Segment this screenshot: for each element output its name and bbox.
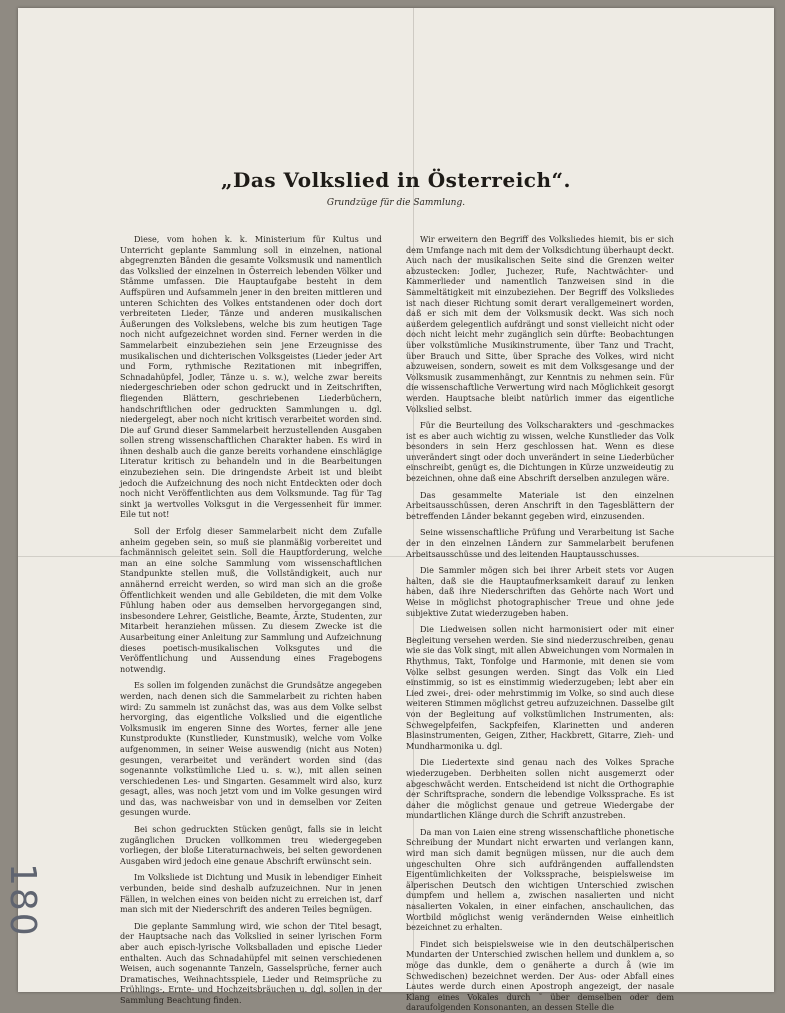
left-text-column (120, 234, 382, 1005)
handwritten-page-number: 180 (2, 863, 43, 938)
paragraph: Da man von Laien eine streng wissenschaftliche phonetische Schreibung der Mundart nicht erwarten und verlangen kann, wird man sich damit begnügen müssen, nur die auch dem ungeschulten Ohre sich aufdrängenden auffallendsten Eigentümlichkeiten der Volkssprache, beispielsweise im älperischen Deutsch den wichtigen Unterschied zwischen dumpfem und hellem a, zwischen nasalierten und nicht nasalierten Vokalen, in einer einfachen, anschaulichen, das Wortbild möglichst wenig verändernden Weise einheitlich bezeichnet zu erhalten. (406, 826, 674, 933)
paragraph: Das gesammelte Materiale ist den einzelnen Arbeitsausschüssen, deren Anschrift in den Tagesblättern der betreffenden Länder bekannt gegeben wird, einzusenden. (406, 489, 674, 521)
paragraph: Seine wissenschaftliche Prüfung und Verarbeitung ist Sache der in den einzelnen Ländern zur Sammelarbeit berufenen Arbeitsausschüsse und des leitenden Hauptausschusses. (406, 527, 674, 559)
paragraph: Die Liedweisen sollen nicht harmonisiert oder mit einer Begleitung versehen werden. Sie sind niederzuschreiben, genau wie sie das Volk singt, mit allen Abweichungen vom Normalen in Rhythmus, Takt, Tonfolge und Harmonie, mit denen sie vom Volke selbst gesungen werden. Singt das Volk ein Lied einstimmig, so ist es einstimmig wiederzugeben; lebt aber ein Lied zwei-, drei- oder mehrstimmig im Volke, so sind auch diese weiteren Stimmen möglichst getreu aufzuzeichnen. Dasselbe gilt von der Begleitung auf volkstümlichen Instrumenten, als: Schwegelpfeifen, Sackpfeifen, Klarinetten und anderen Blasinstrumenten, Geigen, Zither, Hackbrett, Gitarre, Zieh- und Mundharmonika u. dgl. (406, 624, 674, 751)
paragraph: Soll der Erfolg dieser Sammelarbeit nicht dem Zufalle anheim gegeben sein, so muß sie planmäßig vorbereitet und fachmännisch geleitet sein. Soll die Hauptforderung, welche man an eine solche Sammlung vom wissenschaftlichen Standpunkte stellen muß, die Vollständigkeit, auch nur annähernd erreicht werden, so wird man sich an die große Öffentlichkeit wenden und alle Gebildeten, die mit dem Volke Fühlung haben oder aus demselben hervorgegangen sind, insbesondere Lehrer, Geistliche, Beamte, Ärzte, Studenten, zur Mitarbeit heranziehen müssen. Zu diesem Zwecke ist die Ausarbeitung einer Anleitung zur Sammlung und Aufzeichnung dieses poetisch-musikalischen Volksgutes und die Veröffentlichung und Aussendung eines Fragebogens notwendig. (120, 526, 382, 674)
right-text-column (406, 234, 674, 1013)
document-sheet (2, 8, 774, 1013)
document-subtitle: Grundzüge für die Sammlung. (326, 198, 466, 208)
paragraph: Es sollen im folgenden zunächst die Grundsätze angegeben werden, nach denen sich die Sammelarbeit zu richten haben wird: Zu sammeln ist zunächst das, was aus dem Volke selbst hervorging, das eigentliche Volkslied und die eigentliche Volksmusik im engeren Sinne des Wortes, ferner alle jene Kunstprodukte (Kunstlieder, Kunstmusik), welche vom Volke aufgenommen, in seiner Weise auswendig (nicht aus Noten) gesungen, verarbeitet und verändert worden sind (das sogenannte volkstümliche Lied u. s. w.), mit allen seinen verschiedenen Les- und Singarten. Gesammelt wird also, kurz gesagt, alles, was noch jetzt vom und im Volke gesungen wird und das, was nachweisbar von und in demselben vor Zeiten gesungen wurde. (120, 680, 382, 818)
paragraph: Im Volksliede ist Dichtung und Musik in lebendiger Einheit verbunden, beide sind deshalb aufzuzeichnen. Nur in jenen Fällen, in welchen eines von beiden nicht zu erreichen ist, darf man sich mit der Niederschrift des anderen Teiles begnügen. (120, 872, 382, 915)
paragraph: Die geplante Sammlung wird, wie schon der Titel besagt, der Hauptsache nach das Volkslied in seiner lyrischen Form aber auch episch-lyrische Volksballaden und epische Lieder enthalten. Auch das Schnadahüpfel mit seinen verschiedenen Weisen, auch sogenannte Tanzeln, Gasselsprüche, ferner auch Dramatisches, Weihnachtsspiele, Lieder und Reimsprüche zu Frühlings-, Ernte- und Hochzeitsbräuchen u. dgl. sollen in der Sammlung Beachtung finden. (120, 920, 382, 1005)
paragraph: Diese, vom hohen k. k. Ministerium für Kultus und Unterricht geplante Sammlung soll in einzelnen, national abgegrenzten Bänden die gesamte Volksmusik und namentlich das Volkslied der einzelnen in Österreich lebenden Völker und Stämme umfassen. Die Hauptaufgabe besteht in dem Auffspüren und Aufsammeln jener in den breiten mittleren und unteren Schichten des Volkes entstandenen oder doch dort verbreiteten Lieder, Tänze und anderen musikalischen Äußerungen des Volkslebens, welche bis zum heutigen Tage noch nicht aufgezeichnet worden sind. Ferner werden in die Sammelarbeit einzubeziehen sein jene Erzeugnisse des musikalischen und dichterischen Volksgeistes (Lieder jeder Art und Form, rythmische Rezitationen mit inbegriffen, Schnadahüpfel, Jodler, Tänze u. s. w.), welche zwar bereits niedergeschrieben oder schon gedruckt und in Zeitschriften, fliegenden Blättern, geschriebenen Liederbüchern, handschriftlichen oder gedruckten Sammlungen u. dgl. niedergelegt, aber noch nicht kritisch verarbeitet worden sind. Die auf Grund dieser Sammelarbeit herzustellenden Ausgaben sollen streng wissenschaftlichen Charakter haben. Es wird in ihnen deshalb auch die ganze bereits vorhandene einschlägige Literatur kritisch zu behandeln und in die Bearbeitungen einzubeziehen sein. Die dringendste Arbeit ist und bleibt jedoch die Aufzeichnung des noch nicht Entdeckten oder doch noch nicht Veröffentlichten aus dem Volksmunde. Tag für Tag sinkt ja wertvolles Volksgut in die Vergessenheit für immer. Eile tut not! (120, 234, 382, 520)
paragraph: Die Liedertexte sind genau nach des Volkes Sprache wiederzugeben. Derbheiten sollen nicht ausgemerzt oder abgeschwächt werden. Entscheidend ist nicht die Orthographie der Schriftsprache, sondern die lebendige Volkssprache. Es ist daher die möglichst genaue und getreue Wiedergabe der mundartlichen Klänge durch die Schrift anzustreben. (406, 757, 674, 821)
paragraph: Wir erweitern den Begriff des Volksliedes hiemit, bis er sich dem Umfange nach mit dem der Volksdichtung überhaupt deckt. Auch nach der musikalischen Seite sind die Grenzen weiter abzustecken: Jodler, Juchezer, Rufe, Nachtwächter- und Kammerlieder und namentlich Tanzweisen sind in die Sammeltätigkeit mit einzubeziehen. Der Begriff des Volksliedes ist nach dieser Richtung somit derart verallgemeinert worden, daß er sich mit dem der Volksmusik deckt. Was sich noch außerdem gelegentlich aufdrängt und sonst vielleicht nicht oder doch nicht leicht mehr zugänglich sein dürfte: Beobachtungen über volkstümliche Musikinstrumente, über Tanz und Tracht, über Brauch und Sitte, über Sprache des Volkes, wird nicht abzuweisen, sondern, soweit es mit dem Volksgesange und der Volksmusik zusammenhängt, zur Kenntnis zu nehmen sein. Für die wissenschaftliche Verwertung wird nach Möglichkeit gesorgt werden. Hauptsache bleibt natürlich immer das eigentliche Volkslied selbst. (406, 234, 674, 414)
paragraph: Für die Beurteilung des Volkscharakters und -geschmackes ist es aber auch wichtig zu wissen, welche Kunstlieder das Volk besonders in sein Herz geschlossen hat. Wenn es diese unverändert singt oder doch unverändert in seine Liederbücher einschreibt, genügt es, die Dichtungen in Kürze unzweideutig zu bezeichnen, ohne daß eine Abschrift derselben anzulegen wäre. (406, 420, 674, 484)
document-title: „Das Volkslied in Österreich“. (221, 168, 571, 192)
paragraph: Bei schon gedruckten Stücken genügt, falls sie in leicht zugänglichen Drucken vollkommen treu wiedergegeben vorliegen, der bloße Literaturnachweis, bei selten gewordenen Ausgaben wird jedoch eine genaue Abschrift erwünscht sein. (120, 824, 382, 866)
paragraph: Die Sammler mögen sich bei ihrer Arbeit stets vor Augen halten, daß sie die Hauptaufmerksamkeit darauf zu lenken haben, daß ihre Niederschriften das Gehörte nach Wort und Weise in möglichst photographischer Treue und ohne jede subjektive Zutat wiederzugeben haben. (406, 565, 674, 618)
paragraph: Findet sich beispielsweise wie in den deutschälperischen Mundarten der Unterschied zwischen hellem und dunklem a, so möge das dunkle, dem o genäherte a durch å (wie im Schwedischen) bezeichnet werden. Der Aus- oder Abfall eines Lautes werde durch einen Apostroph angezeigt, der nasale Klang eines Vokales durch ˜ über demselben oder dem daraufolgenden Konsonanten, an dessen Stelle die (406, 938, 674, 1013)
